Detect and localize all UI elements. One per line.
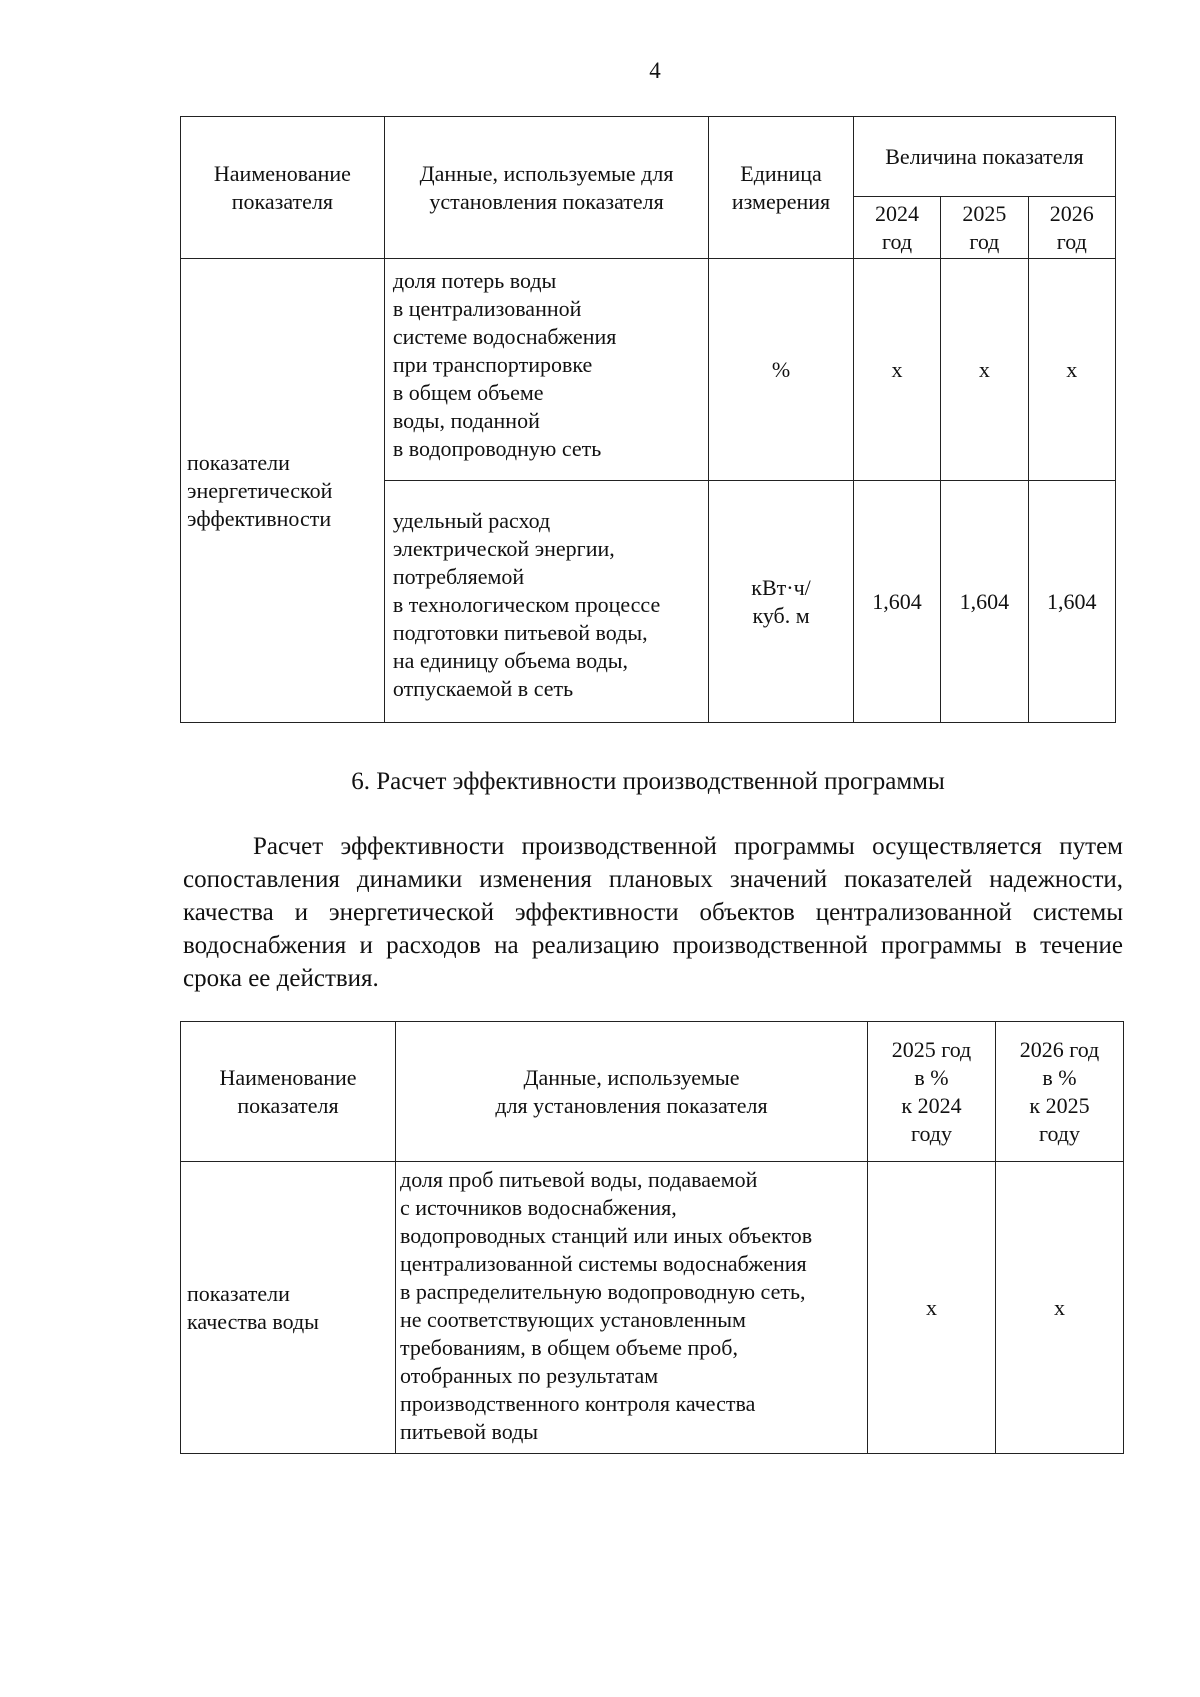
section-paragraph: Расчет эффективности производственной программы осуществляется путем сопоставления динамики изменения плановых значений показателей надежности, качества и энергетической эффективности объектов централизованной системы водоснабжения и расходов на реализацию производственной программы в течение срока ее действия.	[183, 833, 1123, 992]
header-unit: Единица измерения	[709, 117, 854, 259]
header-2026-vs-2025: 2026 год в % к 2025 году	[996, 1022, 1124, 1162]
value-2025-vs-2024: х	[868, 1162, 996, 1454]
page-number: 4	[649, 58, 661, 83]
header-year-2025: 2025 год	[941, 197, 1028, 259]
indicator-name-cell: показатели качества воды	[181, 1162, 396, 1454]
efficiency-calculation-table	[180, 1021, 1124, 1454]
value-2025: х	[941, 259, 1028, 481]
value-2026: 1,604	[1028, 481, 1115, 723]
value-2025: 1,604	[941, 481, 1028, 723]
indicator-data-cell: удельный расход электрической энергии, потребляемой в технологическом процессе подготовки питьевой воды, на единицу объема воды, отпускаемой в сеть	[384, 481, 708, 723]
value-2024: х	[853, 259, 940, 481]
energy-efficiency-table	[180, 116, 1116, 723]
table-row	[181, 1162, 1124, 1454]
header-data-used: Данные, используемые для установления показателя	[384, 117, 708, 259]
header-indicator-name: Наименование показателя	[181, 117, 385, 259]
section-title: 6. Расчет эффективности производственной программы	[351, 768, 945, 795]
header-year-2026: 2026 год	[1028, 197, 1115, 259]
header-data-used: Данные, используемые для установления показателя	[396, 1022, 868, 1162]
unit-cell: %	[709, 259, 854, 481]
value-2026-vs-2025: х	[996, 1162, 1124, 1454]
header-indicator-name: Наименование показателя	[181, 1022, 396, 1162]
header-year-2024: 2024 год	[853, 197, 940, 259]
value-2024: 1,604	[853, 481, 940, 723]
header-2025-vs-2024: 2025 год в % к 2024 году	[868, 1022, 996, 1162]
header-indicator-value: Величина показателя	[853, 117, 1115, 197]
indicator-data-cell: доля потерь воды в централизованной системе водоснабжения при транспортировке в общем объеме воды, поданной в водопроводную сеть	[384, 259, 708, 481]
indicator-data-cell: доля проб питьевой воды, подаваемой с источников водоснабжения, водопроводных станций или иных объектов централизованной системы водоснабжения в распределительную водопроводную сеть, не соответствующих установленным требованиям, в общем объеме проб, отобранных по результатам производственного контроля качества питьевой воды	[396, 1162, 868, 1454]
unit-cell: кВт·ч/ куб. м	[709, 481, 854, 723]
value-2026: х	[1028, 259, 1115, 481]
indicator-group-name: показатели энергетической эффективности	[181, 259, 385, 723]
table-row	[181, 259, 1116, 481]
